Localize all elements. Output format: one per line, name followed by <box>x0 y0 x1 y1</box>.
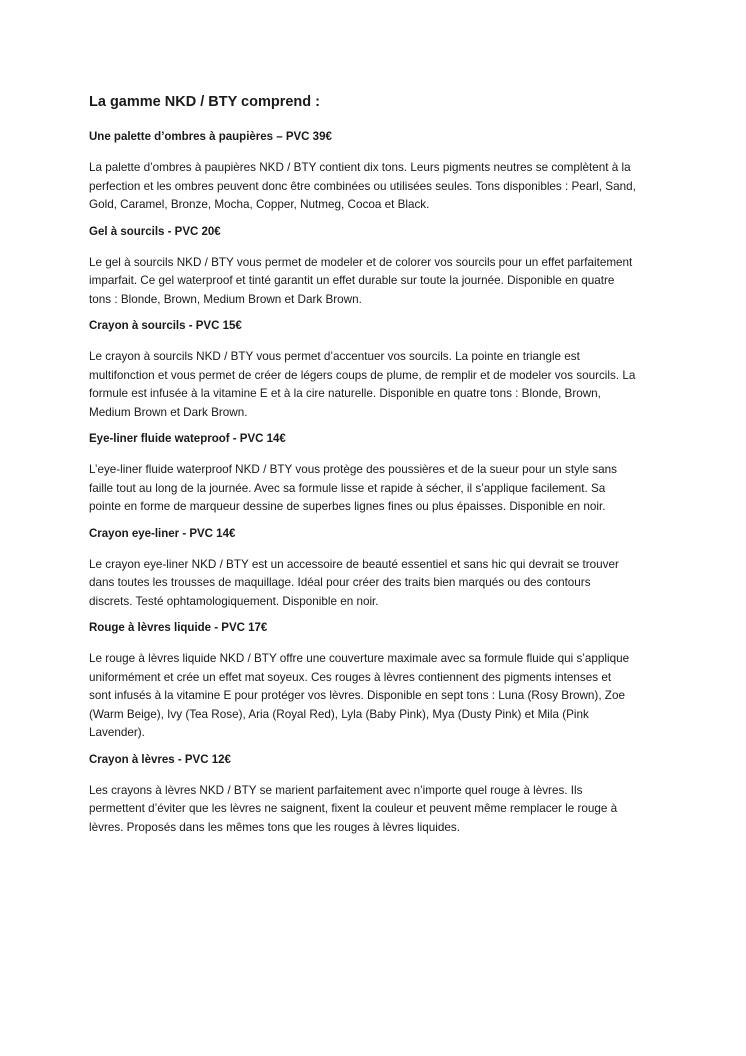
section-body: Les crayons à lèvres NKD / BTY se marient parfaitement avec n’importe quel rouge à lèvres. Ils permettent d’éviter que les lèvres ne saignent, fixent la couleur et peuvent même remplacer le rouge à lèvres. Proposés dans les mêmes tons que les rouges à lèvres liquides. <box>89 783 618 834</box>
section-body: La palette d’ombres à paupières NKD / BTY contient dix tons. Leurs pigments neutres se complètent à la perfection et les ombres peuvent donc être combinées ou utilisées seules. Tons disponibles : Pearl, Sand, Gold, Caramel, Bronze, Mocha, Copper, Nutmeg, Cocoa et Black. <box>89 161 636 211</box>
section-heading: Gel à sourcils - PVC 20€ <box>89 225 221 238</box>
section-heading: Eye-liner fluide wateproof - PVC 14€ <box>89 433 286 445</box>
section-brow-gel <box>89 224 636 310</box>
section-body: L’eye-liner fluide waterproof NKD / BTY vous protège des poussières et de la sueur pour un style sans faille tout au long de la journée. Avec sa formule lisse et rapide à sécher, il s’applique facilement. Sa pointe en forme de marqueur dessine de superbes lignes fines ou plus épaisses. Disponible en noir. <box>89 463 617 513</box>
section-heading: Rouge à lèvres liquide - PVC 17€ <box>89 622 268 634</box>
section-eyeshadow-palette <box>89 129 636 215</box>
section-body: Le rouge à lèvres liquide NKD / BTY offre une couverture maximale avec sa formule fluide qui s’applique uniformément et crée un effet mat soyeux. Ces rouges à lèvres contiennent des pigments intenses et sont infusés à la vitamine E pour protéger vos lèvres. Disponible en sept tons : Luna (Rosy Brown), Zoe (Warm Beige), Ivy (Tea Rose), Aria (Royal Red), Lyla (Baby Pink), Mya (Dusty Pink) et Mila (Pink Lavender). <box>89 652 630 739</box>
section-heading: Une palette d’ombres à paupières – PVC 39€ <box>89 131 332 143</box>
section-heading: Crayon à lèvres - PVC 12€ <box>89 753 231 766</box>
section-body: Le gel à sourcils NKD / BTY vous permet de modeler et de colorer vos sourcils pour un effet parfaitement imparfait. Ce gel waterproof et tinté garantit un effet durable sur toute la journée. Disponible en quatre tons : Blonde, Brown, Medium Brown et Dark Brown. <box>89 255 633 306</box>
section-eyeliner-pencil <box>89 526 636 612</box>
section-lip-pencil <box>89 752 636 838</box>
section-body: Le crayon à sourcils NKD / BTY vous permet d’accentuer vos sourcils. La pointe en triangle est multifonction et vous permet de créer de légers coups de plume, de remplir et de modeler vos sourcils. La formule est infusée à la vitamine E et à la cire naturelle. Disponible en quatre tons : Blonde, Brown, Medium Brown et Dark Brown. <box>89 350 636 419</box>
section-heading: Crayon à sourcils - PVC 15€ <box>89 320 242 332</box>
section-body: Le crayon eye-liner NKD / BTY est un accessoire de beauté essentiel et sans hic qui devrait se trouver dans toutes les trousses de maquillage. Idéal pour créer des traits bien marqués ou des contours discrets. Testé ophtamologiquement. Disponible en noir. <box>89 557 619 608</box>
section-brow-pencil <box>89 318 636 422</box>
document-title: La gamme NKD / BTY comprend : <box>89 94 320 110</box>
section-liquid-eyeliner <box>89 431 636 517</box>
section-heading: Crayon eye-liner - PVC 14€ <box>89 527 236 540</box>
section-liquid-lipstick <box>89 620 636 743</box>
